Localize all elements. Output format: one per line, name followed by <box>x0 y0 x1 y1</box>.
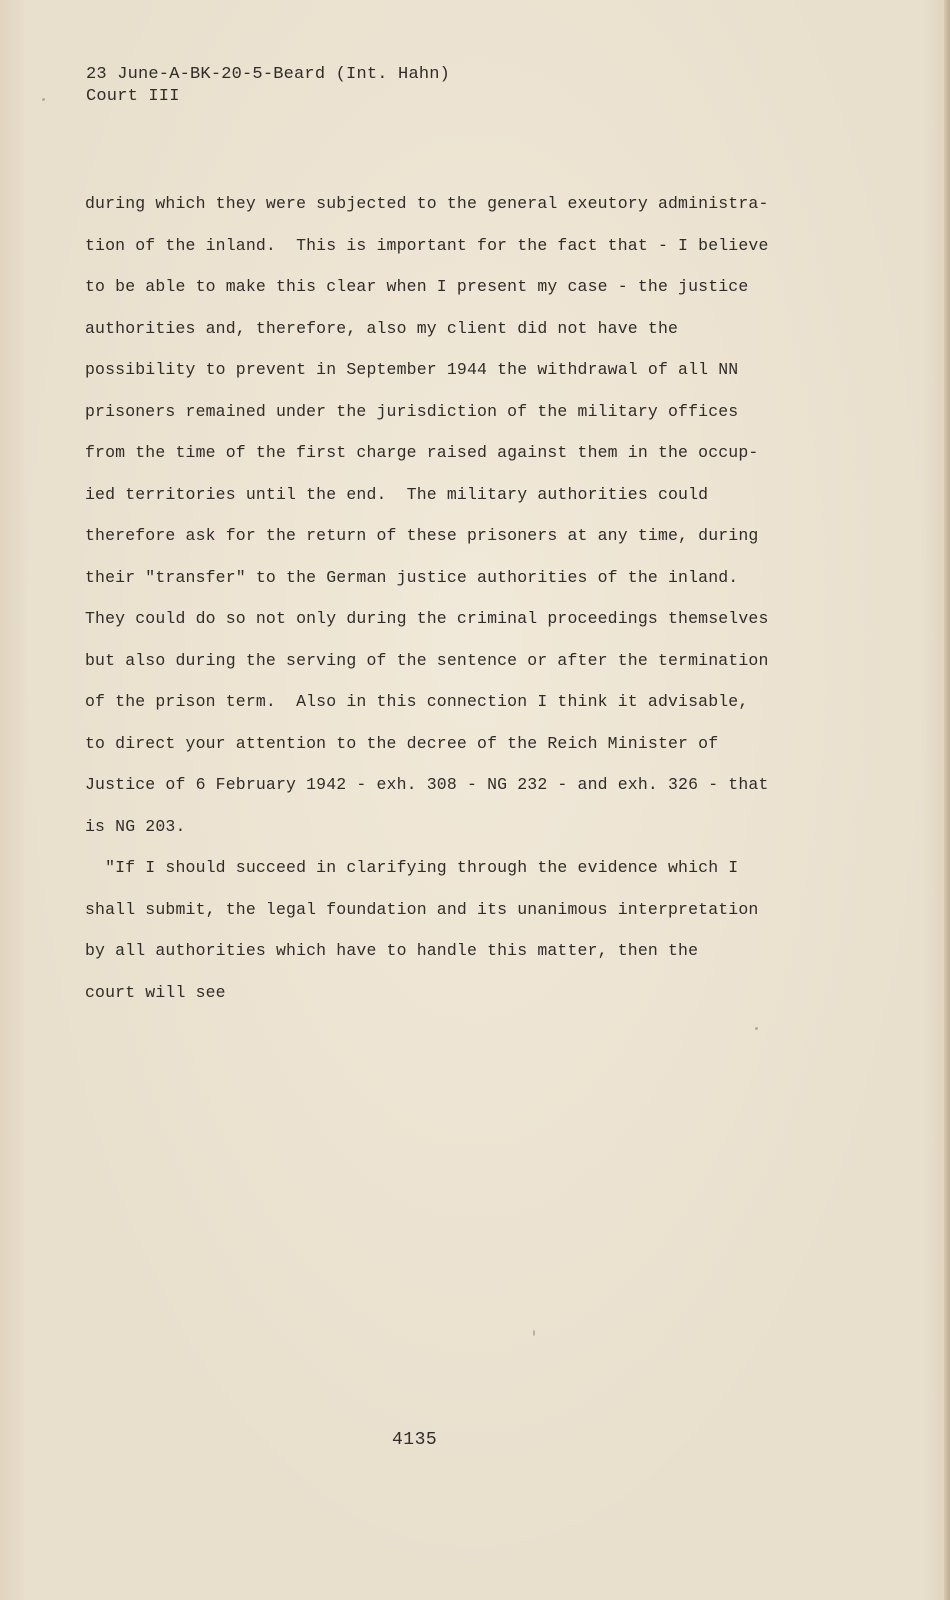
body-line: authorities and, therefore, also my client did not have the <box>85 318 679 338</box>
body-line: during which they were subjected to the general exeutory administra- <box>85 194 769 213</box>
body-line: but also during the serving of the sentence or after the termination <box>85 650 769 670</box>
document-header <box>86 64 450 108</box>
body-line: their "transfer" to the German justice authorities of the inland. <box>85 567 739 587</box>
page-edge-shadow <box>944 0 950 1600</box>
body-line: tion of the inland. This is important for the fact that - I believe <box>85 235 769 255</box>
body-line: of the prison term. Also in this connection I think it advisable, <box>85 692 749 711</box>
body-line: to be able to make this clear when I present my case - the justice <box>85 277 749 296</box>
body-line: Justice of 6 February 1942 - exh. 308 - NG 232 - and exh. 326 - that <box>85 775 769 794</box>
body-line: is NG 203. <box>85 816 186 836</box>
header-line-1: 23 June-A-BK-20-5-Beard (Int. Hahn) <box>86 65 451 84</box>
body-line: shall submit, the legal foundation and its unanimous interpretation <box>85 899 759 919</box>
paper-speck <box>533 1330 535 1336</box>
body-line: prisoners remained under the jurisdiction of the military offices <box>85 401 739 421</box>
page-number: 4135 <box>392 1430 438 1450</box>
header-line-2: Court III <box>86 87 180 106</box>
body-line: from the time of the first charge raised against them in the occup- <box>85 443 759 462</box>
body-line: court will see <box>85 982 226 1002</box>
body-line: "If I should succeed in clarifying through the evidence which I <box>85 858 739 877</box>
body-line: to direct your attention to the decree of the Reich Minister of <box>85 733 719 753</box>
body-line: possibility to prevent in September 1944 the withdrawal of all NN <box>85 360 739 379</box>
body-line: therefore ask for the return of these prisoners at any time, during <box>85 526 759 545</box>
body-line: by all authorities which have to handle this matter, then the <box>85 941 699 960</box>
paper-speck <box>755 1027 758 1030</box>
body-text <box>85 183 795 1013</box>
body-line: ied territories until the end. The military authorities could <box>85 484 709 504</box>
body-line: They could do so not only during the criminal proceedings themselves <box>85 609 769 628</box>
paper-speck <box>42 98 45 101</box>
